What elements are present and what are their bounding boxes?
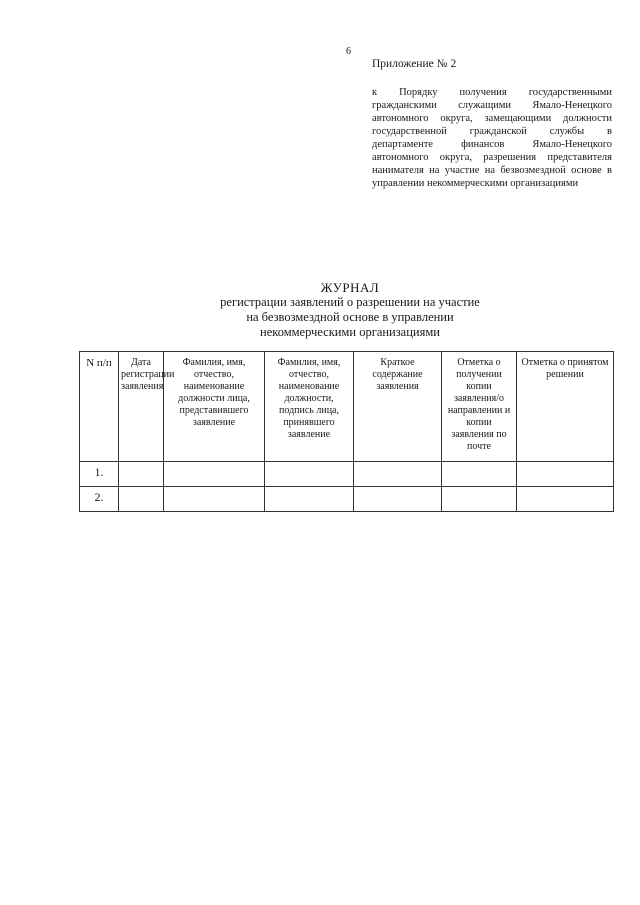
registration-journal-table: [79, 351, 614, 512]
journal-subtitle-line: некоммерческими организациями: [260, 325, 440, 339]
header-registration-date: Дата регистрации заявления: [119, 352, 164, 462]
journal-subtitle-line: регистрации заявлений о разрешении на участие: [220, 295, 480, 309]
header-copy-mark: Отметка о получении копии заявления/о направлении и копии заявления по почте: [442, 352, 517, 462]
table-cell: [265, 462, 354, 487]
table-row: [80, 462, 614, 487]
table-cell: [119, 462, 164, 487]
header-number: N п/п: [80, 352, 119, 462]
table-cell: 2.: [80, 487, 119, 512]
table-cell: [164, 487, 265, 512]
header-summary: Краткое содержание заявления: [354, 352, 442, 462]
table-cell: [354, 462, 442, 487]
table-cell: [517, 487, 614, 512]
table-cell: [442, 487, 517, 512]
table-header-row: [80, 352, 614, 462]
appendix-title: Приложение № 2: [372, 58, 457, 70]
header-receiver: Фамилия, имя, отчество, наименование должности, подпись лица, принявшего заявление: [265, 352, 354, 462]
table-cell: [442, 462, 517, 487]
journal-subtitle-line: на безвозмездной основе в управлении: [246, 310, 454, 324]
journal-header: [150, 280, 550, 340]
header-applicant: Фамилия, имя, отчество, наименование должности лица, представившего заявление: [164, 352, 265, 462]
table-cell: [265, 487, 354, 512]
header-decision-mark: Отметка о принятом решении: [517, 352, 614, 462]
table-cell: [517, 462, 614, 487]
table-cell: [354, 487, 442, 512]
table-cell: [119, 487, 164, 512]
appendix-text: к Порядку получения государственными гражданскими служащими Ямало-Ненецкого автономного округа, замещающими должности государственной гражданской службы в департаменте финансов Ямало-Ненецкого автономного округа, разрешения представителя нанимателя на участие на безвозмездной основе в управлении некоммерческими организациями: [372, 87, 612, 189]
table-cell: 1.: [80, 462, 119, 487]
table-cell: [164, 462, 265, 487]
appendix-block: [372, 58, 612, 190]
table-row: [80, 487, 614, 512]
journal-title: ЖУРНАЛ: [320, 280, 380, 295]
page-number: 6: [346, 46, 351, 57]
